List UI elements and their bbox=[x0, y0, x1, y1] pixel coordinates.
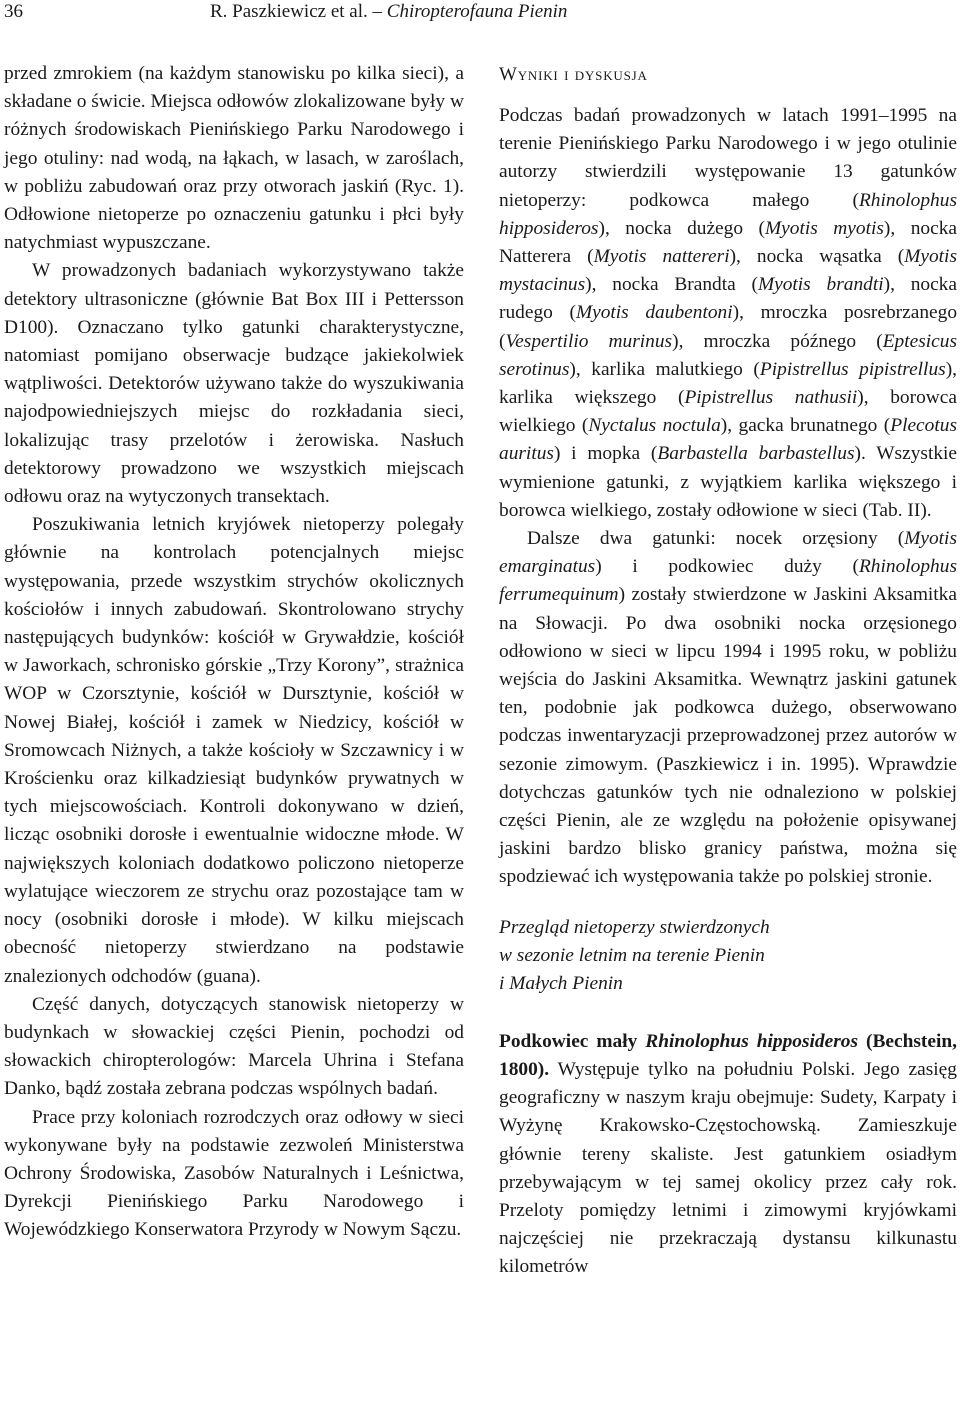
running-header bbox=[0, 0, 960, 26]
running-head-authors: R. Paszkiewicz et al. bbox=[210, 1, 368, 22]
paragraph-results-additional-species: Dalsze dwa gatunki: nocek orzęsiony (Myotis emarginatus) i podkowiec duży (Rhinolophus ferrumequinum) zostały stwierdzone w Jaskini Aksamitka na Słowacji. Po dwa osobniki nocka orzęsionego odłowiono w sieci w lipcu 1994 i 1995 roku, w pobliżu wejścia do Jaskini Aksamitka. Wewnątrz jaskini gatunek ten, podobnie jak podkowca dużego, obserwowano podczas inwentaryzacji przeprowadzonej przez autorów w sezonie zimowym. (Paszkiewicz i in. 1995). Wprawdzie dotychczas gatunków tych nie odnaleziono w polskiej części Pienin, ale ze względu na położenie opisywanej jaskini bardzo blisko granicy państwa, można się spodziewać ich występowania także po polskiej stronie. bbox=[499, 528, 957, 888]
subheading-species-review: Przegląd nietoperzy stwierdzonych w sezonie letnim na terenie Pienin i Małych Pienin bbox=[499, 916, 770, 994]
running-head-separator: – bbox=[367, 1, 387, 22]
species-latin-name: Rhinolophus hipposideros bbox=[645, 1030, 859, 1052]
paragraph-methods-nets: przed zmrokiem (na każdym stanowisku po kilka sieci), a składane o świcie. Miejsca odłowów zlokalizowane były w różnych środowiskach Pienińskiego Parku Narodowego i jego otuliny: nad wodą, na łąkach, w lasach, w zaroślach, w pobliżu zabudowań oraz przy otworach jaskiń (Ryc. 1). Odłowione nietoperze po oznaczeniu gatunku i płci były natychmiast wypuszczane. bbox=[4, 63, 464, 254]
species-description: Występuje tylko na południu Polski. Jego zasięg geograficzny w naszym kraju obejmuje: Sudety, Karpaty i Wyżynę Krakowsko-Częstochowską. Zamieszkuje głównie tereny skaliste. Jest gatunkiem osiadłym przebywającym w tej samej okolicy przez cały rok. Przeloty pomiędzy letnimi i zimowymi kryjówkami najczęściej nie przekraczają dystansu kilkunastu kilometrów bbox=[499, 1058, 957, 1278]
section-heading-results: Wyniki i dyskusja bbox=[499, 64, 648, 85]
running-head-journal-title: Chiropterofauna Pienin bbox=[386, 1, 568, 22]
running-head bbox=[210, 0, 567, 24]
paragraph-methods-detectors: W prowadzonych badaniach wykorzystywano także detektory ultrasoniczne (głównie Bat Box III i Pettersson D100). Oznaczano tylko gatunki charakterystyczne, natomiast pomijano obserwacje budzące jakiekolwiek wątpliwości. Detektorów używano także do wyszukiwania najodpowiedniejszych miejsc do rozkładania sieci, lokalizując trasy przelotów i żerowiska. Nasłuch detektorowy prowadzono we wszystkich miejscach odłowu oraz na wytyczonych transektach. bbox=[4, 260, 464, 508]
paragraph-permits: Prace przy koloniach rozrodczych oraz odłowy w sieci wykonywane były na podstawie zezwoleń Ministerstwa Ochrony Środowiska, Zasobów Naturalnych i Leśnictwa, Dyrekcji Pienińskiego Parku Narodowego i Wojewódzkiego Konserwatora Przyrody w Nowym Sączu. bbox=[4, 1106, 464, 1241]
right-column bbox=[499, 60, 957, 1282]
paragraph-slovak-data: Część danych, dotyczących stanowisk nietoperzy w budynkach w słowackiej części Pienin, pochodzi od słowackich chiropterologów: Marcela Uhrina i Stefana Danko, bądź została zebrana podczas wspólnych badań. bbox=[4, 993, 464, 1100]
paragraph-species-entry bbox=[499, 1028, 957, 1282]
paragraph-results-species: Podczas badań prowadzonych w latach 1991–1995 na terenie Pienińskiego Parku Narodowego i w jego otulinie autorzy stwierdzili występowanie 13 gatunków nietoperzy: podkowca małego (Rhinolophus hipposideros), nocka dużego (Myotis myotis), nocka Natterera (Myotis nattereri), nocka wąsatka (Myotis mystacinus), nocka Brandta (Myotis brandti), nocka rudego (Myotis daubentoni), mroczka posrebrzanego (Vespertilio murinus), mroczka późnego (Eptesicus serotinus), karlika malutkiego (Pipistrellus pipistrellus), karlika większego (Pipistrellus nathusii), borowca wielkiego (Nyctalus noctula), gacka brunatnego (Plecotus auritus) i mopka (Barbastella barbastellus). Wszystkie wymienione gatunki, z wyjątkiem karlika większego i borowca wielkiego, zostały odłowione w sieci (Tab. II). bbox=[499, 105, 958, 521]
paragraph-methods-roosts: Poszukiwania letnich kryjówek nietoperzy polegały głównie na kontrolach potencjalnych miejsc występowania, przede wszystkim strychów okolicznych kościołów i innych zabudowań. Skontrolowano strychy następujących budynków: kościół w Grywałdzie, kościół w Jaworkach, schronisko górskie „Trzy Korony”, strażnica WOP w Czorsztynie, kościół w Dursztynie, kościół w Nowej Białej, kościół i zamek w Niedzicy, kościół w Sromowcach Niżnych, a także kościoły w Szczawnicy i w Krościenku oraz kilkadziesiąt budynków prywatnych w tych miejscowościach. Kontroli dokonywano w dzień, licząc osobniki dorosłe i ewentualnie widoczne młode. W największych koloniach dodatkowo policzono nietoperze wylatujące wieczorem ze strychu oraz pozostające tam w nocy (osobniki dorosłe i młode). W kilku miejscach obecność nietoperzy stwierdzano na podstawie znalezionych odchodów (guana). bbox=[4, 514, 464, 987]
species-common-name: Podkowiec mały bbox=[499, 1030, 646, 1052]
left-column bbox=[4, 60, 464, 1245]
page-number: 36 bbox=[4, 1, 23, 22]
species-authority: (Bechstein, 1800). bbox=[499, 1030, 957, 1080]
